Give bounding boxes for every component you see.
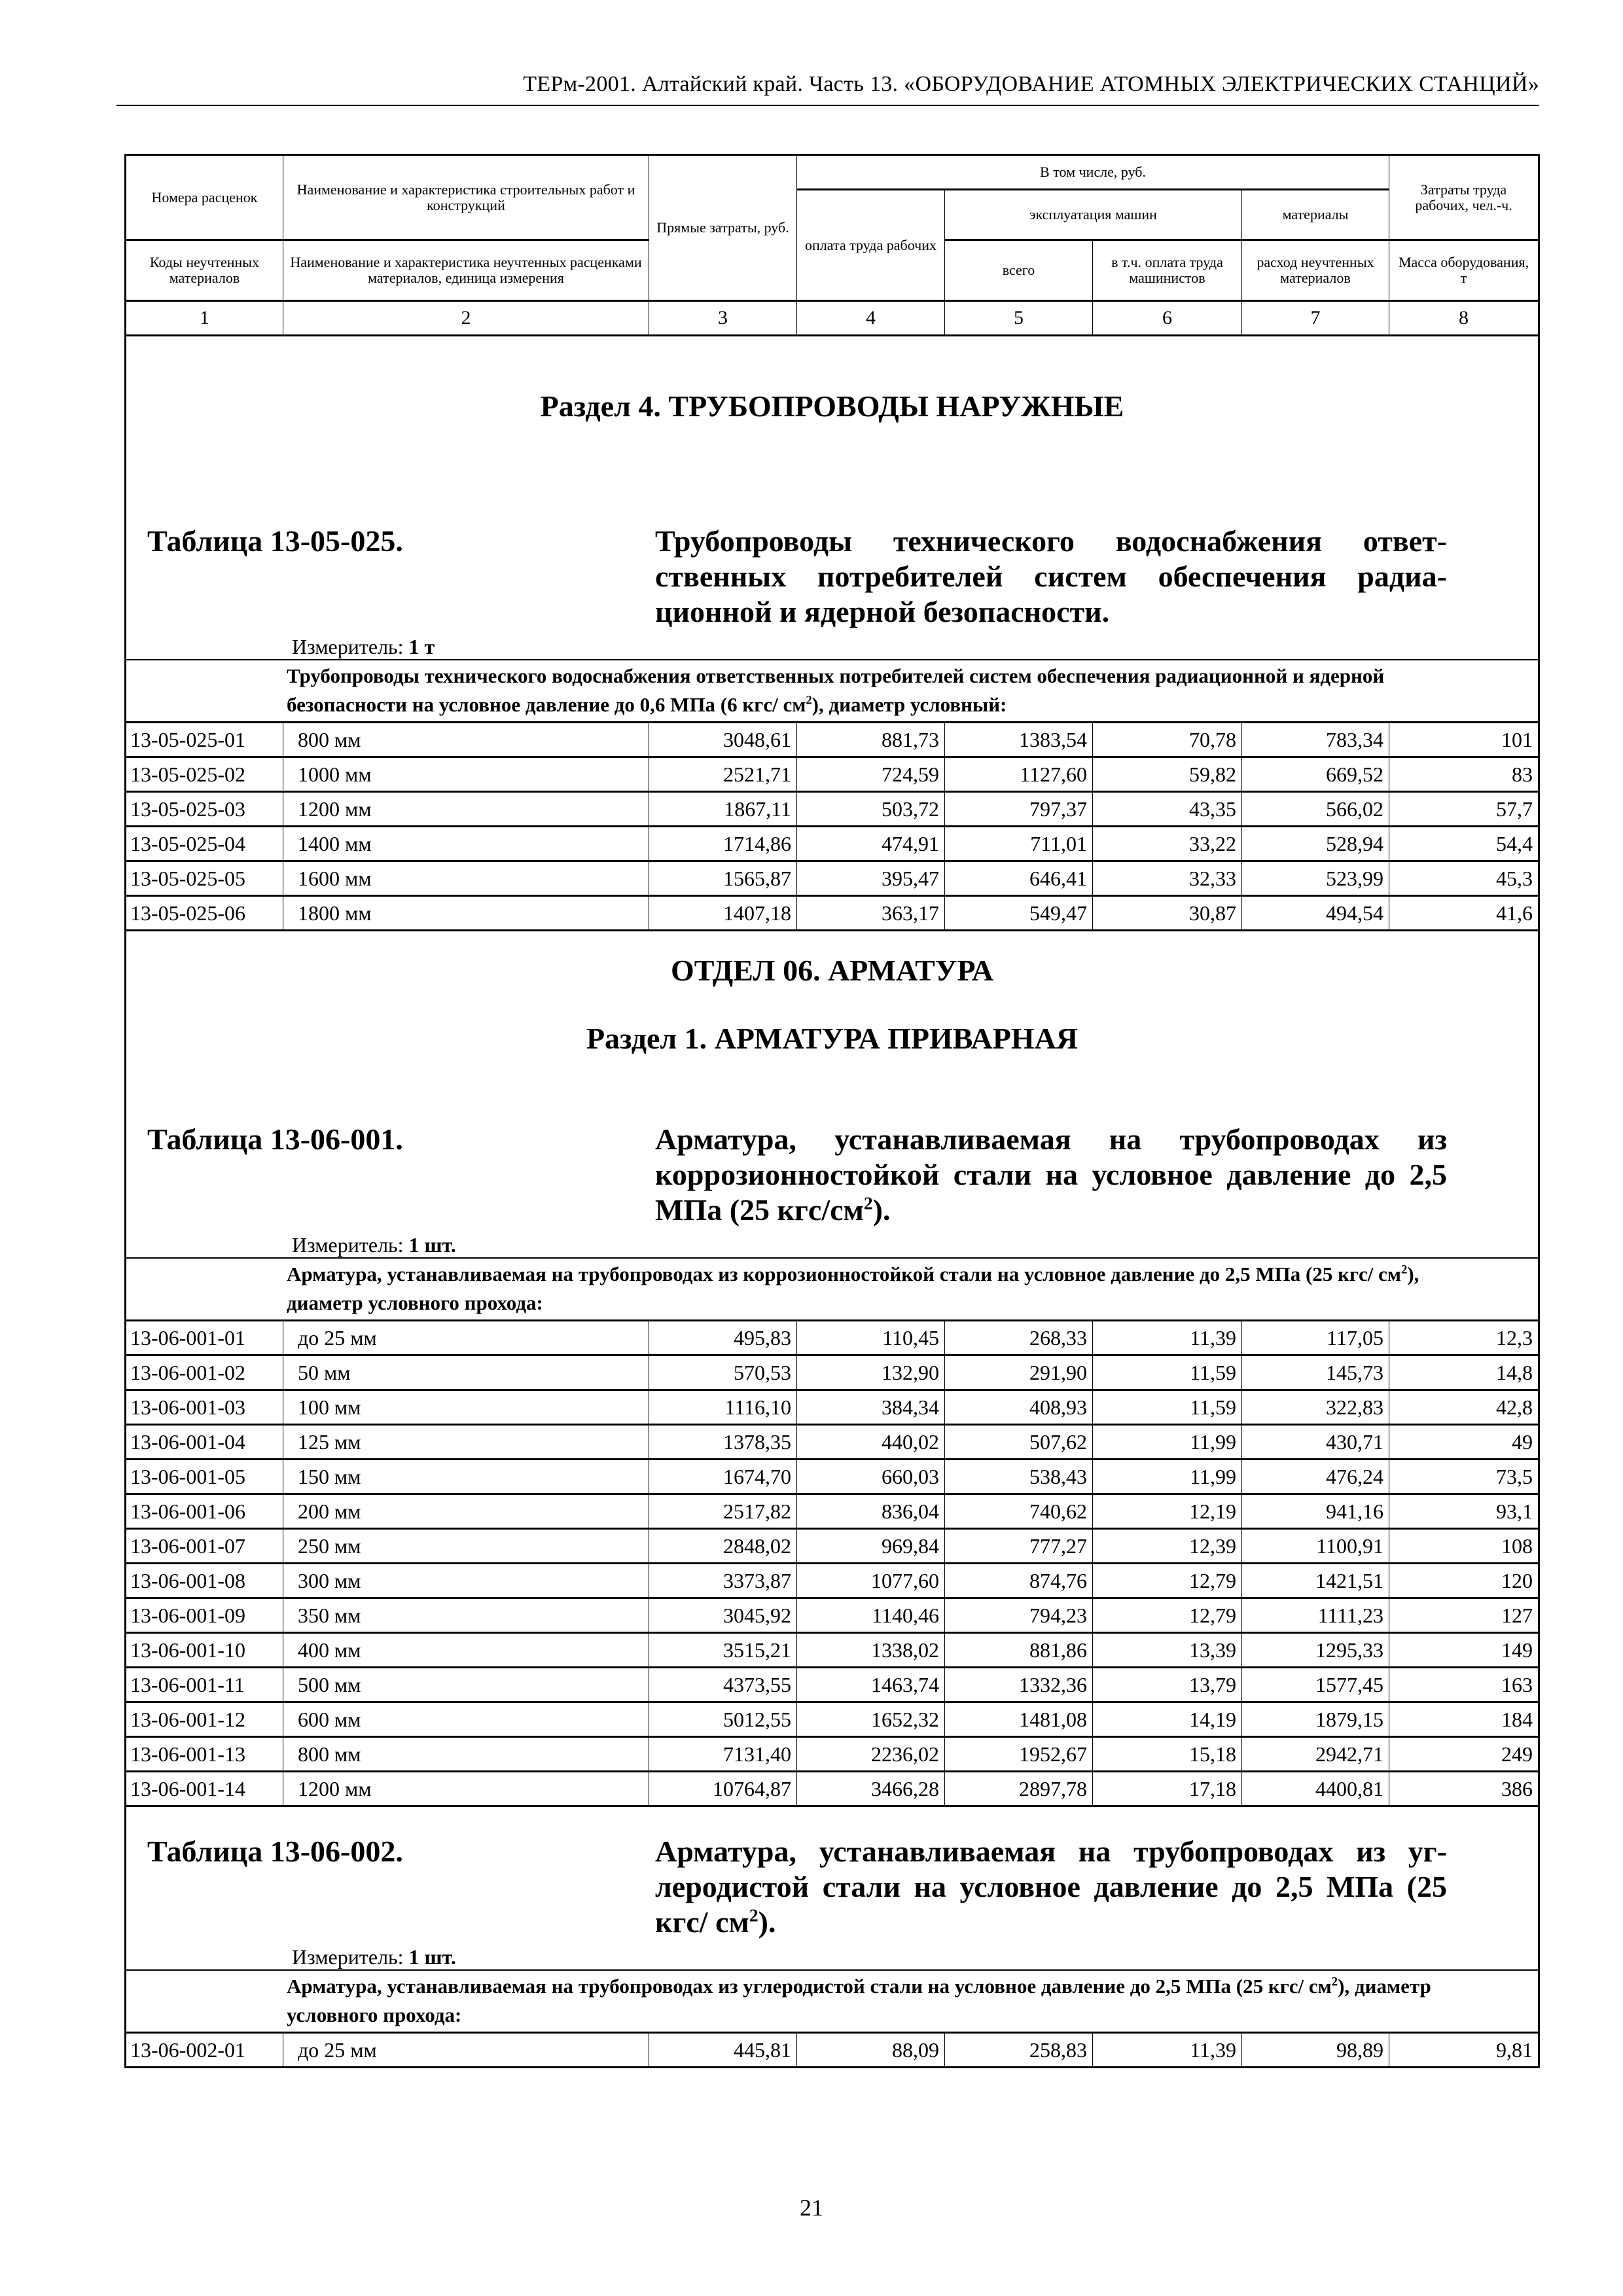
worker-pay-cell: 1652,32 — [797, 1702, 945, 1737]
column-number: 6 — [1093, 301, 1242, 336]
header-including: В том числе, руб. — [797, 155, 1389, 190]
column-number: 4 — [797, 301, 945, 336]
operator-pay-cell: 11,99 — [1093, 1425, 1242, 1460]
materials-cell: 1421,51 — [1242, 1564, 1389, 1598]
rate-code-cell: 13-06-001-13 — [126, 1737, 283, 1772]
worker-pay-cell: 503,72 — [797, 792, 945, 827]
direct-costs-cell: 2848,02 — [649, 1529, 797, 1564]
direct-costs-cell: 570,53 — [649, 1355, 797, 1390]
table-row — [126, 1494, 1539, 1529]
table-title-text-end: ). — [758, 1905, 776, 1939]
item-name-cell: 1600 мм — [283, 861, 649, 896]
column-number: 3 — [649, 301, 797, 336]
table-row — [126, 1321, 1539, 1355]
worker-pay-cell: 836,04 — [797, 1494, 945, 1529]
item-name-cell: 1200 мм — [283, 792, 649, 827]
operator-pay-cell: 14,19 — [1093, 1702, 1242, 1737]
labor-costs-cell: 108 — [1389, 1529, 1539, 1564]
table-row — [126, 1355, 1539, 1390]
description-row — [126, 1258, 1539, 1321]
labor-costs-cell: 45,3 — [1389, 861, 1539, 896]
machines-total-cell: 881,86 — [945, 1633, 1093, 1668]
direct-costs-cell: 1714,86 — [649, 827, 797, 861]
section-heading-pipelines: Раздел 4. ТРУБОПРОВОДЫ НАРУЖНЫЕ — [540, 389, 1124, 423]
item-name-cell: 125 мм — [283, 1425, 649, 1460]
table-row — [126, 723, 1539, 757]
table-row — [126, 1702, 1539, 1737]
item-name-cell: 400 мм — [283, 1633, 649, 1668]
operator-pay-cell: 30,87 — [1093, 896, 1242, 931]
direct-costs-cell: 1867,11 — [649, 792, 797, 827]
item-name-cell: 300 мм — [283, 1564, 649, 1598]
materials-cell: 4400,81 — [1242, 1772, 1389, 1806]
materials-cell: 322,83 — [1242, 1390, 1389, 1425]
table-description — [287, 662, 1446, 719]
header-unaccounted-materials: расход неучтенных материалов — [1242, 240, 1389, 301]
item-name-cell: 200 мм — [283, 1494, 649, 1529]
rate-code-cell: 13-05-025-04 — [126, 827, 283, 861]
labor-costs-cell: 57,7 — [1389, 792, 1539, 827]
rate-code-cell: 13-05-025-06 — [126, 896, 283, 931]
direct-costs-cell: 1116,10 — [649, 1390, 797, 1425]
item-name-cell: 1200 мм — [283, 1772, 649, 1806]
table-title-block — [132, 1122, 1533, 1257]
direct-costs-cell: 445,81 — [649, 2033, 797, 2068]
labor-costs-cell: 249 — [1389, 1737, 1539, 1772]
rate-code-cell: 13-06-001-14 — [126, 1772, 283, 1806]
table-title-row — [126, 1806, 1539, 1970]
operator-pay-cell: 12,79 — [1093, 1598, 1242, 1633]
operator-pay-cell: 17,18 — [1093, 1772, 1242, 1806]
operator-pay-cell: 70,78 — [1093, 723, 1242, 757]
measure-unit — [292, 1233, 1533, 1257]
superscript: 2 — [1331, 1975, 1338, 1989]
machines-total-cell: 1481,08 — [945, 1702, 1093, 1737]
table-title-row — [126, 450, 1539, 660]
direct-costs-cell: 10764,87 — [649, 1772, 797, 1806]
operator-pay-cell: 12,39 — [1093, 1529, 1242, 1564]
description-text: Арматура, устанавливаемая на трубопроводах из коррозионностойкой стали на условное давление до 2,5 МПа (25 кгс/ см — [287, 1263, 1402, 1286]
labor-costs-cell: 184 — [1389, 1702, 1539, 1737]
worker-pay-cell: 1140,46 — [797, 1598, 945, 1633]
table-title-row — [126, 1081, 1539, 1258]
superscript: 2 — [806, 693, 812, 708]
header-material-codes: Коды неучтенных материалов — [126, 240, 283, 301]
direct-costs-cell: 3373,87 — [649, 1564, 797, 1598]
direct-costs-cell: 1674,70 — [649, 1460, 797, 1494]
measure-label: Измеритель: — [292, 634, 404, 658]
section-heading-welded-valves-row — [126, 996, 1539, 1081]
worker-pay-cell: 724,59 — [797, 757, 945, 792]
machines-total-cell: 1127,60 — [945, 757, 1093, 792]
labor-costs-cell: 127 — [1389, 1598, 1539, 1633]
section-heading-welded-valves: Раздел 1. АРМАТУРА ПРИВАРНАЯ — [586, 1022, 1079, 1055]
operator-pay-cell: 11,39 — [1093, 1321, 1242, 1355]
rates-table — [124, 154, 1540, 2068]
labor-costs-cell: 49 — [1389, 1425, 1539, 1460]
description-text-end: ), диаметр условного прохода: — [287, 1975, 1431, 2027]
machines-total-cell: 797,37 — [945, 792, 1093, 827]
worker-pay-cell: 395,47 — [797, 861, 945, 896]
direct-costs-cell: 4373,55 — [649, 1668, 797, 1702]
table-row — [126, 1390, 1539, 1425]
description-text: Трубопроводы технического водоснабжения ответственных потребителей систем обеспечения радиационной и ядерной безопасности на условное давление до 0,6 МПа (6 кгс/ см — [287, 664, 1385, 717]
operator-pay-cell: 11,99 — [1093, 1460, 1242, 1494]
worker-pay-cell: 3466,28 — [797, 1772, 945, 1806]
direct-costs-cell: 1407,18 — [649, 896, 797, 931]
description-text-end: ), диаметр условного прохода: — [287, 1263, 1419, 1315]
item-name-cell: 500 мм — [283, 1668, 649, 1702]
direct-costs-cell: 2521,71 — [649, 757, 797, 792]
worker-pay-cell: 132,90 — [797, 1355, 945, 1390]
rate-code-cell: 13-06-001-06 — [126, 1494, 283, 1529]
rate-code-cell: 13-06-001-02 — [126, 1355, 283, 1390]
column-number: 7 — [1242, 301, 1389, 336]
table-title — [655, 1122, 1447, 1228]
machines-total-cell: 291,90 — [945, 1355, 1093, 1390]
superscript: 2 — [863, 1193, 873, 1213]
rate-code-cell: 13-06-001-03 — [126, 1390, 283, 1425]
header-operator-pay: в т.ч. оплата труда машинистов — [1093, 240, 1242, 301]
column-number: 8 — [1389, 301, 1539, 336]
labor-costs-cell: 163 — [1389, 1668, 1539, 1702]
table-row — [126, 1772, 1539, 1806]
header-work-name: Наименование и характеристика строительных работ и конструкций — [283, 155, 649, 240]
operator-pay-cell: 12,79 — [1093, 1564, 1242, 1598]
rate-code-cell: 13-06-001-08 — [126, 1564, 283, 1598]
worker-pay-cell: 881,73 — [797, 723, 945, 757]
rate-code-cell: 13-06-001-01 — [126, 1321, 283, 1355]
header-worker-pay: оплата труда рабочих — [797, 190, 945, 301]
rate-code-cell: 13-05-025-01 — [126, 723, 283, 757]
labor-costs-cell: 93,1 — [1389, 1494, 1539, 1529]
item-name-cell: 1000 мм — [283, 757, 649, 792]
machines-total-cell: 408,93 — [945, 1390, 1093, 1425]
header-material-names: Наименование и характеристика неучтенных расценками материалов, единица измерения — [283, 240, 649, 301]
operator-pay-cell: 11,39 — [1093, 2033, 1242, 2068]
measure-unit — [292, 1945, 1533, 1969]
table-row — [126, 1668, 1539, 1702]
materials-cell: 1111,23 — [1242, 1598, 1389, 1633]
table-row — [126, 1598, 1539, 1633]
machines-total-cell: 2897,78 — [945, 1772, 1093, 1806]
materials-cell: 117,05 — [1242, 1321, 1389, 1355]
rate-code-cell: 13-06-001-12 — [126, 1702, 283, 1737]
labor-costs-cell: 149 — [1389, 1633, 1539, 1668]
worker-pay-cell: 1338,02 — [797, 1633, 945, 1668]
column-number: 1 — [126, 301, 283, 336]
table-row — [126, 1460, 1539, 1494]
rate-code-cell: 13-06-001-04 — [126, 1425, 283, 1460]
materials-cell: 1295,33 — [1242, 1633, 1389, 1668]
operator-pay-cell: 33,22 — [1093, 827, 1242, 861]
labor-costs-cell: 54,4 — [1389, 827, 1539, 861]
labor-costs-cell: 83 — [1389, 757, 1539, 792]
table-description — [287, 1260, 1446, 1318]
labor-costs-cell: 9,81 — [1389, 2033, 1539, 2068]
machines-total-cell: 711,01 — [945, 827, 1093, 861]
description-text: Арматура, устанавливаемая на трубопроводах из углеродистой стали на условное давление до 2,5 МПа (25 кгс/ см — [287, 1975, 1332, 1998]
table-row — [126, 1529, 1539, 1564]
rate-code-cell: 13-06-002-01 — [126, 2033, 283, 2068]
materials-cell: 1879,15 — [1242, 1702, 1389, 1737]
running-header: ТЕРм-2001. Алтайский край. Часть 13. «ОБОРУДОВАНИЕ АТОМНЫХ ЭЛЕКТРИЧЕСКИХ СТАНЦИЙ» — [523, 72, 1539, 96]
worker-pay-cell: 110,45 — [797, 1321, 945, 1355]
labor-costs-cell: 14,8 — [1389, 1355, 1539, 1390]
worker-pay-cell: 1077,60 — [797, 1564, 945, 1598]
table-row — [126, 757, 1539, 792]
direct-costs-cell: 5012,55 — [649, 1702, 797, 1737]
column-number: 2 — [283, 301, 649, 336]
direct-costs-cell: 495,83 — [649, 1321, 797, 1355]
table-row — [126, 2033, 1539, 2068]
materials-cell: 1577,45 — [1242, 1668, 1389, 1702]
labor-costs-cell: 73,5 — [1389, 1460, 1539, 1494]
direct-costs-cell: 1378,35 — [649, 1425, 797, 1460]
table-title-block — [132, 524, 1533, 659]
labor-costs-cell: 386 — [1389, 1772, 1539, 1806]
worker-pay-cell: 474,91 — [797, 827, 945, 861]
superscript: 2 — [749, 1905, 758, 1926]
operator-pay-cell: 15,18 — [1093, 1737, 1242, 1772]
item-name-cell: 600 мм — [283, 1702, 649, 1737]
table-row — [126, 1737, 1539, 1772]
operator-pay-cell: 43,35 — [1093, 792, 1242, 827]
measure-unit — [292, 635, 1533, 659]
machines-total-cell: 549,47 — [945, 896, 1093, 931]
machines-total-cell: 507,62 — [945, 1425, 1093, 1460]
item-name-cell: 50 мм — [283, 1355, 649, 1390]
materials-cell: 523,99 — [1242, 861, 1389, 896]
table-label: Таблица 13-06-002. — [147, 1834, 403, 1868]
division-heading-valves-row — [126, 931, 1539, 996]
column-number: 5 — [945, 301, 1093, 336]
table-title-text: Арматура, устанавливаемая на трубопроводах из коррозионностойкой стали на условное давление до 2,5 МПа (25 кгс/см — [655, 1122, 1447, 1227]
rate-code-cell: 13-06-001-05 — [126, 1460, 283, 1494]
machines-total-cell: 268,33 — [945, 1321, 1093, 1355]
materials-cell: 476,24 — [1242, 1460, 1389, 1494]
section-heading-pipelines-row — [126, 336, 1539, 450]
table-label: Таблица 13-05-025. — [147, 524, 403, 558]
machines-total-cell: 538,43 — [945, 1460, 1093, 1494]
materials-cell: 494,54 — [1242, 896, 1389, 931]
description-row — [126, 660, 1539, 723]
materials-cell: 528,94 — [1242, 827, 1389, 861]
direct-costs-cell: 7131,40 — [649, 1737, 797, 1772]
operator-pay-cell: 12,19 — [1093, 1494, 1242, 1529]
item-name-cell: 800 мм — [283, 1737, 649, 1772]
table-row — [126, 792, 1539, 827]
item-name-cell: 350 мм — [283, 1598, 649, 1633]
header-materials: материалы — [1242, 190, 1389, 240]
header-machines: эксплуатация машин — [945, 190, 1242, 240]
rate-code-cell: 13-05-025-03 — [126, 792, 283, 827]
table-description — [287, 1972, 1446, 2030]
worker-pay-cell: 363,17 — [797, 896, 945, 931]
worker-pay-cell: 1463,74 — [797, 1668, 945, 1702]
measure-value: 1 шт. — [408, 1232, 456, 1257]
superscript: 2 — [1401, 1263, 1408, 1277]
division-heading-valves: ОТДЕЛ 06. АРМАТУРА — [671, 953, 993, 987]
machines-total-cell: 1952,67 — [945, 1737, 1093, 1772]
operator-pay-cell: 13,79 — [1093, 1668, 1242, 1702]
materials-cell: 669,52 — [1242, 757, 1389, 792]
table-row — [126, 1564, 1539, 1598]
operator-pay-cell: 32,33 — [1093, 861, 1242, 896]
rate-code-cell: 13-05-025-02 — [126, 757, 283, 792]
machines-total-cell: 646,41 — [945, 861, 1093, 896]
page-number: 21 — [800, 2195, 823, 2221]
labor-costs-cell: 41,6 — [1389, 896, 1539, 931]
worker-pay-cell: 384,34 — [797, 1390, 945, 1425]
table-row — [126, 861, 1539, 896]
machines-total-cell: 794,23 — [945, 1598, 1093, 1633]
direct-costs-cell: 3048,61 — [649, 723, 797, 757]
header-rate-numbers: Номера расценок — [126, 155, 283, 240]
worker-pay-cell: 660,03 — [797, 1460, 945, 1494]
direct-costs-cell: 2517,82 — [649, 1494, 797, 1529]
operator-pay-cell: 11,59 — [1093, 1355, 1242, 1390]
rate-code-cell: 13-05-025-05 — [126, 861, 283, 896]
item-name-cell: до 25 мм — [283, 2033, 649, 2068]
item-name-cell: 250 мм — [283, 1529, 649, 1564]
worker-pay-cell: 440,02 — [797, 1425, 945, 1460]
item-name-cell: 150 мм — [283, 1460, 649, 1494]
description-text-end: ), диаметр условный: — [812, 693, 1007, 717]
item-name-cell: 1800 мм — [283, 896, 649, 931]
operator-pay-cell: 13,39 — [1093, 1633, 1242, 1668]
materials-cell: 941,16 — [1242, 1494, 1389, 1529]
description-row — [126, 1970, 1539, 2033]
worker-pay-cell: 969,84 — [797, 1529, 945, 1564]
labor-costs-cell: 12,3 — [1389, 1321, 1539, 1355]
table-title-text: Арматура, устанавливаемая на трубопроводах из углеродистой стали на условное давление до 2,5 МПа (25 кгс/ см — [655, 1834, 1447, 1939]
rate-code-cell: 13-06-001-09 — [126, 1598, 283, 1633]
machines-total-cell: 777,27 — [945, 1529, 1093, 1564]
item-name-cell: до 25 мм — [283, 1321, 649, 1355]
direct-costs-cell: 3045,92 — [649, 1598, 797, 1633]
header-rule — [116, 105, 1539, 106]
operator-pay-cell: 11,59 — [1093, 1390, 1242, 1425]
item-name-cell: 1400 мм — [283, 827, 649, 861]
operator-pay-cell: 59,82 — [1093, 757, 1242, 792]
labor-costs-cell: 42,8 — [1389, 1390, 1539, 1425]
table-title-text-end: ). — [872, 1193, 891, 1227]
materials-cell: 1100,91 — [1242, 1529, 1389, 1564]
direct-costs-cell: 1565,87 — [649, 861, 797, 896]
materials-cell: 2942,71 — [1242, 1737, 1389, 1772]
materials-cell: 430,71 — [1242, 1425, 1389, 1460]
table-title-block — [132, 1834, 1533, 1969]
measure-value: 1 шт. — [408, 1945, 456, 1969]
machines-total-cell: 258,83 — [945, 2033, 1093, 2068]
header-machines-total: всего — [945, 240, 1093, 301]
labor-costs-cell: 101 — [1389, 723, 1539, 757]
item-name-cell: 800 мм — [283, 723, 649, 757]
measure-label: Измеритель: — [292, 1945, 404, 1969]
labor-costs-cell: 120 — [1389, 1564, 1539, 1598]
table-title — [655, 1834, 1447, 1940]
item-name-cell: 100 мм — [283, 1390, 649, 1425]
measure-value: 1 т — [408, 634, 435, 658]
direct-costs-cell: 3515,21 — [649, 1633, 797, 1668]
table-title: Трубопроводы технического водоснабжения ответственных потребителей систем обеспечения радиационной и ядерной безопасности. — [655, 524, 1447, 628]
table-row — [126, 1633, 1539, 1668]
materials-cell: 566,02 — [1242, 792, 1389, 827]
table-row — [126, 896, 1539, 931]
materials-cell: 98,89 — [1242, 2033, 1389, 2068]
header-equipment-mass: Масса оборудования, т — [1389, 240, 1539, 301]
header-direct-costs: Прямые затраты, руб. — [649, 155, 797, 301]
table-label: Таблица 13-06-001. — [147, 1122, 403, 1156]
rate-code-cell: 13-06-001-07 — [126, 1529, 283, 1564]
worker-pay-cell: 2236,02 — [797, 1737, 945, 1772]
machines-total-cell: 874,76 — [945, 1564, 1093, 1598]
materials-cell: 145,73 — [1242, 1355, 1389, 1390]
machines-total-cell: 1332,36 — [945, 1668, 1093, 1702]
table-row — [126, 827, 1539, 861]
rate-code-cell: 13-06-001-10 — [126, 1633, 283, 1668]
materials-cell: 783,34 — [1242, 723, 1389, 757]
measure-label: Измеритель: — [292, 1232, 404, 1257]
rate-code-cell: 13-06-001-11 — [126, 1668, 283, 1702]
machines-total-cell: 1383,54 — [945, 723, 1093, 757]
worker-pay-cell: 88,09 — [797, 2033, 945, 2068]
header-labor-costs: Затраты труда рабочих, чел.-ч. — [1389, 155, 1539, 240]
machines-total-cell: 740,62 — [945, 1494, 1093, 1529]
table-row — [126, 1425, 1539, 1460]
